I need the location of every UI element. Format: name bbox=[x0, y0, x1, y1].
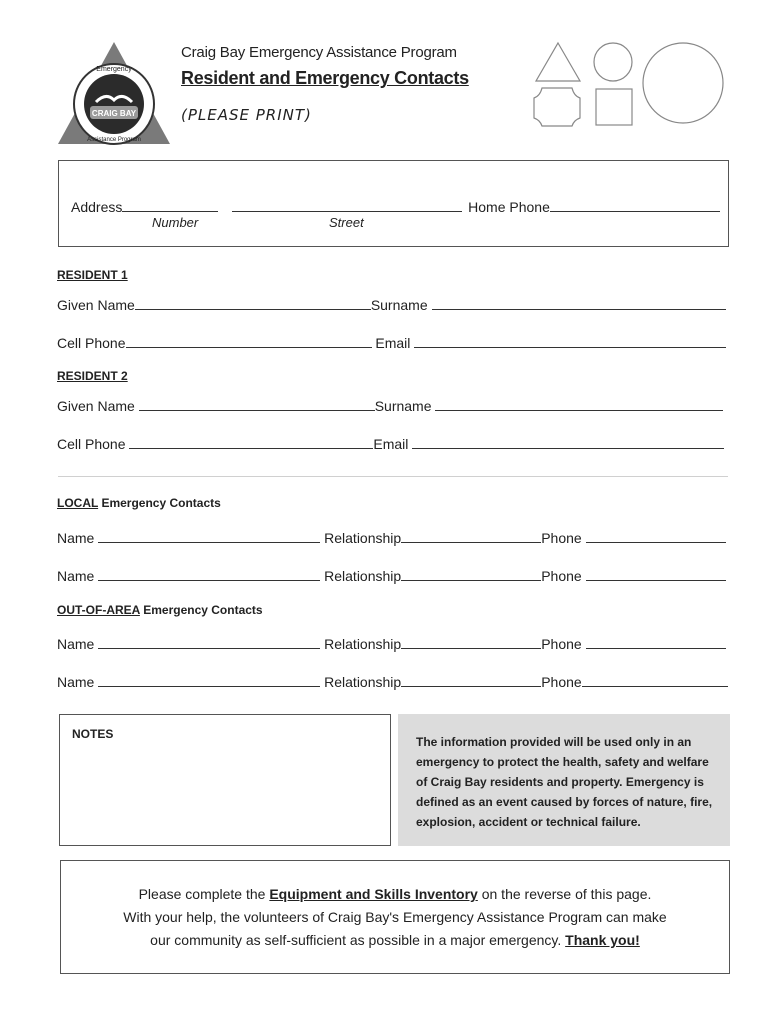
phone-label: Phone bbox=[541, 530, 582, 546]
local-contact-row bbox=[57, 566, 726, 584]
notes-box[interactable] bbox=[59, 714, 391, 846]
out-of-area-contact-row bbox=[57, 634, 726, 652]
relationship-label: Relationship bbox=[324, 568, 402, 584]
closing-text: our community as self-sufficient as possible in a major emergency. bbox=[150, 932, 566, 948]
local-1-relationship-field[interactable] bbox=[401, 528, 541, 543]
out-of-area-1-relationship-field[interactable] bbox=[401, 634, 541, 649]
resident-2-surname-field[interactable] bbox=[435, 396, 723, 411]
closing-text: on the reverse of this page. bbox=[477, 886, 652, 902]
privacy-info-text bbox=[416, 732, 716, 832]
logo-bottom-text: Assistance Program bbox=[87, 137, 141, 143]
print-note: (PLEASE PRINT) bbox=[181, 106, 312, 124]
local-2-phone-field[interactable] bbox=[586, 566, 726, 581]
octagon-icon bbox=[534, 88, 580, 126]
resident-1-name-row bbox=[57, 295, 726, 313]
resident-1-heading: RESIDENT 1 bbox=[57, 268, 128, 282]
section-divider bbox=[58, 476, 728, 477]
program-name: Craig Bay Emergency Assistance Program bbox=[181, 44, 457, 61]
local-1-name-field[interactable] bbox=[98, 528, 320, 543]
local-2-name-field[interactable] bbox=[98, 566, 320, 581]
cell-phone-label: Cell Phone bbox=[57, 436, 126, 452]
local-emphasis: LOCAL bbox=[57, 496, 99, 510]
resident-2-name-row bbox=[57, 396, 723, 414]
triangle-icon bbox=[536, 43, 580, 81]
info-line: The information provided will be used only in an bbox=[416, 735, 692, 749]
thank-you-text: Thank you! bbox=[565, 932, 640, 948]
info-line: defined as an event caused by forces of nature, fire, bbox=[416, 795, 713, 809]
phone-label: Phone bbox=[541, 674, 582, 690]
resident-2-cell-phone-field[interactable] bbox=[129, 434, 373, 449]
surname-label: Surname bbox=[374, 398, 432, 414]
logo-center-text: CRAIG BAY bbox=[91, 109, 137, 118]
given-name-label: Given Name bbox=[57, 398, 135, 414]
out-of-area-heading-rest: Emergency Contacts bbox=[139, 603, 263, 617]
local-heading-rest: Emergency Contacts bbox=[98, 496, 221, 510]
home-phone-field[interactable] bbox=[550, 197, 720, 212]
resident-1-surname-field[interactable] bbox=[432, 295, 726, 310]
program-logo bbox=[56, 40, 172, 148]
form-title: Resident and Emergency Contacts bbox=[181, 68, 469, 88]
out-of-area-1-name-field[interactable] bbox=[98, 634, 320, 649]
info-line: explosion, accident or technical failure. bbox=[416, 815, 641, 829]
equipment-inventory-link[interactable]: Equipment and Skills Inventory bbox=[269, 886, 478, 902]
local-contacts-heading bbox=[57, 496, 221, 510]
resident-1-email-field[interactable] bbox=[414, 333, 726, 348]
phone-label: Phone bbox=[541, 568, 582, 584]
resident-2-contact-row bbox=[57, 434, 724, 452]
closing-message-box bbox=[60, 860, 730, 974]
closing-line-2: With your help, the volunteers of Craig Bay's Emergency Assistance Program can make bbox=[123, 909, 667, 925]
given-name-label: Given Name bbox=[57, 297, 135, 313]
large-circle-icon bbox=[643, 43, 723, 123]
relationship-label: Relationship bbox=[324, 636, 402, 652]
resident-1-cell-phone-field[interactable] bbox=[126, 333, 372, 348]
shape-icons bbox=[528, 40, 728, 130]
address-label: Address bbox=[71, 199, 123, 215]
name-label: Name bbox=[57, 674, 95, 690]
phone-label: Phone bbox=[541, 636, 582, 652]
resident-2-heading: RESIDENT 2 bbox=[57, 369, 128, 383]
closing-line-1 bbox=[61, 883, 729, 906]
out-of-area-2-relationship-field[interactable] bbox=[401, 672, 541, 687]
number-sublabel: Number bbox=[152, 215, 199, 230]
out-of-area-emphasis: OUT-OF-AREA bbox=[57, 603, 140, 617]
street-sublabel: Street bbox=[329, 215, 364, 230]
local-1-phone-field[interactable] bbox=[586, 528, 726, 543]
info-line: of Craig Bay residents and property. Emergency is bbox=[416, 775, 704, 789]
notes-label: NOTES bbox=[72, 727, 114, 741]
email-label: Email bbox=[373, 436, 409, 452]
resident-2-given-name-field[interactable] bbox=[139, 396, 375, 411]
email-label: Email bbox=[375, 335, 411, 351]
out-of-area-2-phone-field[interactable] bbox=[582, 672, 728, 687]
surname-label: Surname bbox=[370, 297, 428, 313]
out-of-area-contact-row bbox=[57, 672, 728, 690]
address-box bbox=[58, 160, 729, 247]
relationship-label: Relationship bbox=[324, 674, 402, 690]
logo-top-text: Emergency bbox=[96, 66, 132, 73]
local-2-relationship-field[interactable] bbox=[401, 566, 541, 581]
local-contact-row bbox=[57, 528, 726, 546]
closing-text: Please complete the bbox=[138, 886, 270, 902]
privacy-info-box bbox=[398, 714, 730, 846]
home-phone-label: Home Phone bbox=[468, 199, 550, 215]
square-icon bbox=[596, 89, 632, 125]
out-of-area-2-name-field[interactable] bbox=[98, 672, 320, 687]
relationship-label: Relationship bbox=[324, 530, 402, 546]
name-label: Name bbox=[57, 636, 95, 652]
out-of-area-1-phone-field[interactable] bbox=[586, 634, 726, 649]
cell-phone-label: Cell Phone bbox=[57, 335, 126, 351]
circle-icon bbox=[594, 43, 632, 81]
resident-2-email-field[interactable] bbox=[412, 434, 724, 449]
out-of-area-contacts-heading bbox=[57, 603, 263, 617]
resident-1-contact-row bbox=[57, 333, 726, 351]
closing-line-3 bbox=[61, 929, 729, 952]
resident-1-given-name-field[interactable] bbox=[135, 295, 371, 310]
address-street-field[interactable] bbox=[232, 197, 462, 212]
name-label: Name bbox=[57, 568, 95, 584]
info-line: emergency to protect the health, safety and welfare bbox=[416, 755, 709, 769]
name-label: Name bbox=[57, 530, 95, 546]
address-number-field[interactable] bbox=[122, 197, 218, 212]
